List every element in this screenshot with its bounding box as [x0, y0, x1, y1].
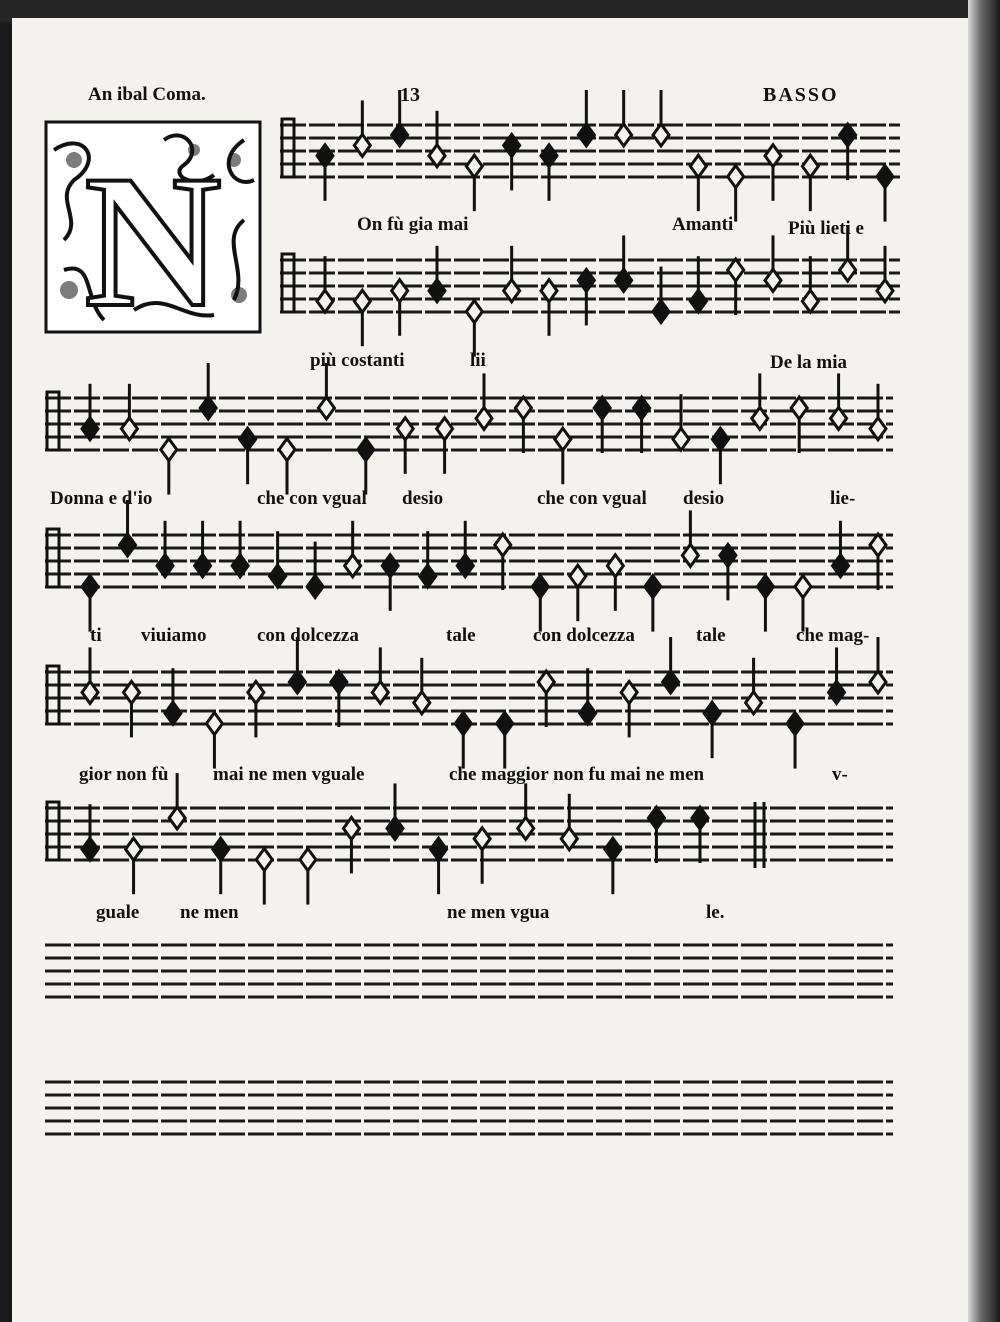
note-head	[466, 155, 482, 177]
lyric: Più lieti e	[788, 218, 864, 239]
note-head	[206, 713, 222, 735]
note-head	[497, 713, 513, 735]
note-head	[240, 428, 256, 450]
note-head	[728, 259, 744, 281]
note-head	[653, 124, 669, 146]
note-head	[354, 290, 370, 312]
note-head	[555, 428, 571, 450]
note-head	[532, 576, 548, 598]
note-head	[580, 702, 596, 724]
lyric: più costanti	[310, 350, 405, 371]
note-head	[870, 671, 886, 693]
note-head	[791, 397, 807, 419]
lyric: lie-	[830, 488, 856, 509]
note-head	[256, 849, 272, 871]
note-head	[300, 849, 316, 871]
note-head	[802, 155, 818, 177]
note-head	[570, 565, 586, 587]
note-head	[728, 166, 744, 188]
note-head	[840, 259, 856, 281]
lyric: mai ne men vguale	[213, 764, 365, 785]
lyric: ne men vgua	[447, 902, 550, 923]
note-head	[82, 576, 98, 598]
lyric: On fù gia mai	[357, 214, 469, 235]
note-head	[200, 397, 216, 419]
note-head	[455, 713, 471, 735]
note-head	[673, 428, 689, 450]
lyric: guale	[96, 902, 140, 923]
lyric: le.	[706, 902, 725, 923]
note-head	[126, 838, 142, 860]
clef	[282, 254, 294, 312]
lyric: che con vgual	[537, 488, 647, 509]
lyric: lii	[470, 350, 486, 371]
note-head	[161, 439, 177, 461]
note-head	[120, 534, 136, 556]
note-head	[840, 124, 856, 146]
clef	[47, 802, 59, 860]
lyric: desio	[402, 488, 444, 509]
note-head	[634, 397, 650, 419]
note-head	[645, 576, 661, 598]
note-head	[712, 428, 728, 450]
lyric: che maggior non fu mai ne men	[449, 764, 705, 785]
note-head	[331, 671, 347, 693]
note-head	[787, 713, 803, 735]
note-head	[307, 576, 323, 598]
composer-name: An ibal Coma.	[88, 84, 206, 105]
note-head	[877, 166, 893, 188]
note-head	[392, 124, 408, 146]
clef	[47, 529, 59, 587]
note-head	[466, 301, 482, 323]
lyric: v-	[832, 764, 848, 785]
initial-letter: N	[84, 137, 222, 334]
note-head	[538, 671, 554, 693]
note-head	[317, 290, 333, 312]
note-head	[289, 671, 305, 693]
lyric: che mag-	[796, 625, 870, 646]
lyric: tale	[696, 625, 726, 646]
page-number: 13	[400, 84, 420, 106]
lyric: desio	[683, 488, 725, 509]
note-head	[663, 671, 679, 693]
note-head	[82, 838, 98, 860]
note-head	[653, 301, 669, 323]
lyric: ti	[90, 625, 102, 646]
note-head	[757, 576, 773, 598]
note-head	[270, 565, 286, 587]
note-head	[605, 838, 621, 860]
note-head	[870, 534, 886, 556]
note-head	[690, 155, 706, 177]
note-head	[578, 124, 594, 146]
note-head	[692, 807, 708, 829]
note-head	[704, 702, 720, 724]
note-head	[648, 807, 664, 829]
note-head	[213, 838, 229, 860]
note-head	[169, 807, 185, 829]
lyric: con dolcezza	[533, 625, 635, 646]
note-head	[594, 397, 610, 419]
note-head	[690, 290, 706, 312]
clef	[282, 119, 294, 177]
note-head	[431, 838, 447, 860]
note-head	[279, 439, 295, 461]
lyric: tale	[446, 625, 476, 646]
lyric: con dolcezza	[257, 625, 359, 646]
note-head	[165, 702, 181, 724]
lyric: Amanti	[672, 214, 734, 235]
lyric: viuiamo	[141, 625, 207, 646]
clef	[47, 666, 59, 724]
note-head	[358, 439, 374, 461]
lyric: Donna e d'io	[50, 488, 153, 509]
note-head	[802, 290, 818, 312]
clef	[47, 392, 59, 450]
note-head	[616, 124, 632, 146]
note-head	[420, 565, 436, 587]
note-head	[795, 576, 811, 598]
note-head	[515, 397, 531, 419]
lyric: De la mia	[770, 352, 848, 373]
lyric: che con vgual	[257, 488, 367, 509]
lyric: ne men	[180, 902, 239, 923]
part-name: BASSO	[763, 84, 839, 106]
lyric: gior non fù	[79, 764, 169, 785]
note-head	[318, 397, 334, 419]
note-head	[495, 534, 511, 556]
